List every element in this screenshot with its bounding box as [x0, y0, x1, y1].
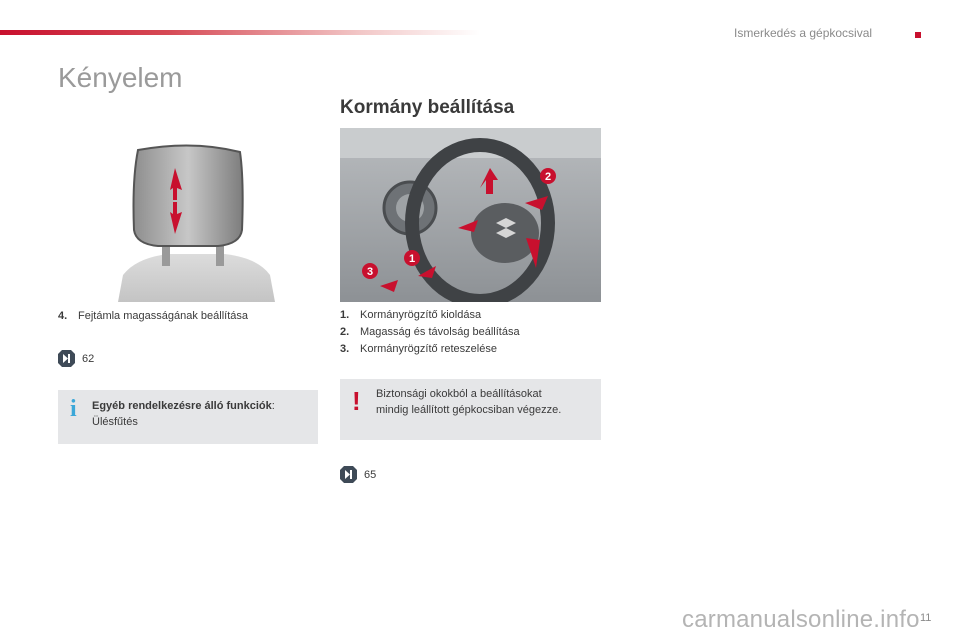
watermark: carmanualsonline.info — [682, 606, 920, 633]
badge-3: 3 — [366, 266, 374, 278]
section-marker — [915, 32, 921, 38]
info-heading: Egyéb rendelkezésre álló funkciók — [92, 400, 272, 412]
headrest-illustration — [118, 140, 275, 302]
page-ref-65[interactable] — [340, 466, 376, 483]
warning-text: Biztonsági okokból a beállításokat mindig leállított gépkocsiban végezze. — [376, 388, 562, 416]
headrest-caption — [58, 308, 248, 325]
wheel-caption-list — [340, 307, 520, 358]
list-item: 2. Magasság és távolság beállítása — [340, 326, 520, 338]
badge-2: 2 — [544, 171, 552, 183]
page-number: 11 — [920, 612, 932, 624]
info-line: Ülésfűtés — [92, 416, 138, 428]
warning-box — [340, 379, 601, 440]
page-link-icon — [58, 350, 75, 367]
warning-icon: ! — [352, 386, 361, 416]
list-item: 1. Kormányrögzítő kioldása — [340, 309, 482, 321]
badge-1: 1 — [408, 253, 416, 265]
caption-number: 4. — [58, 310, 68, 322]
caption-text: Fejtámla magasságának beállítása — [78, 310, 248, 322]
section-title: Ismerkedés a gépkocsival — [734, 26, 873, 40]
info-icon: i — [70, 396, 77, 422]
info-box — [58, 390, 318, 444]
page-title: Kényelem — [58, 62, 183, 93]
section-subtitle: Kormány beállítása — [340, 97, 515, 118]
steering-wheel-illustration — [340, 128, 601, 302]
page-ref-number: 62 — [82, 352, 95, 365]
page-link-icon — [340, 466, 357, 483]
page-ref-number: 65 — [364, 468, 377, 481]
header-accent-bar — [0, 30, 480, 35]
page-ref-62[interactable] — [58, 350, 94, 367]
list-item: 3. Kormányrögzítő reteszelése — [340, 343, 497, 355]
info-text: Egyéb rendelkezésre álló funkciók: Ülésfűtés — [92, 400, 275, 428]
